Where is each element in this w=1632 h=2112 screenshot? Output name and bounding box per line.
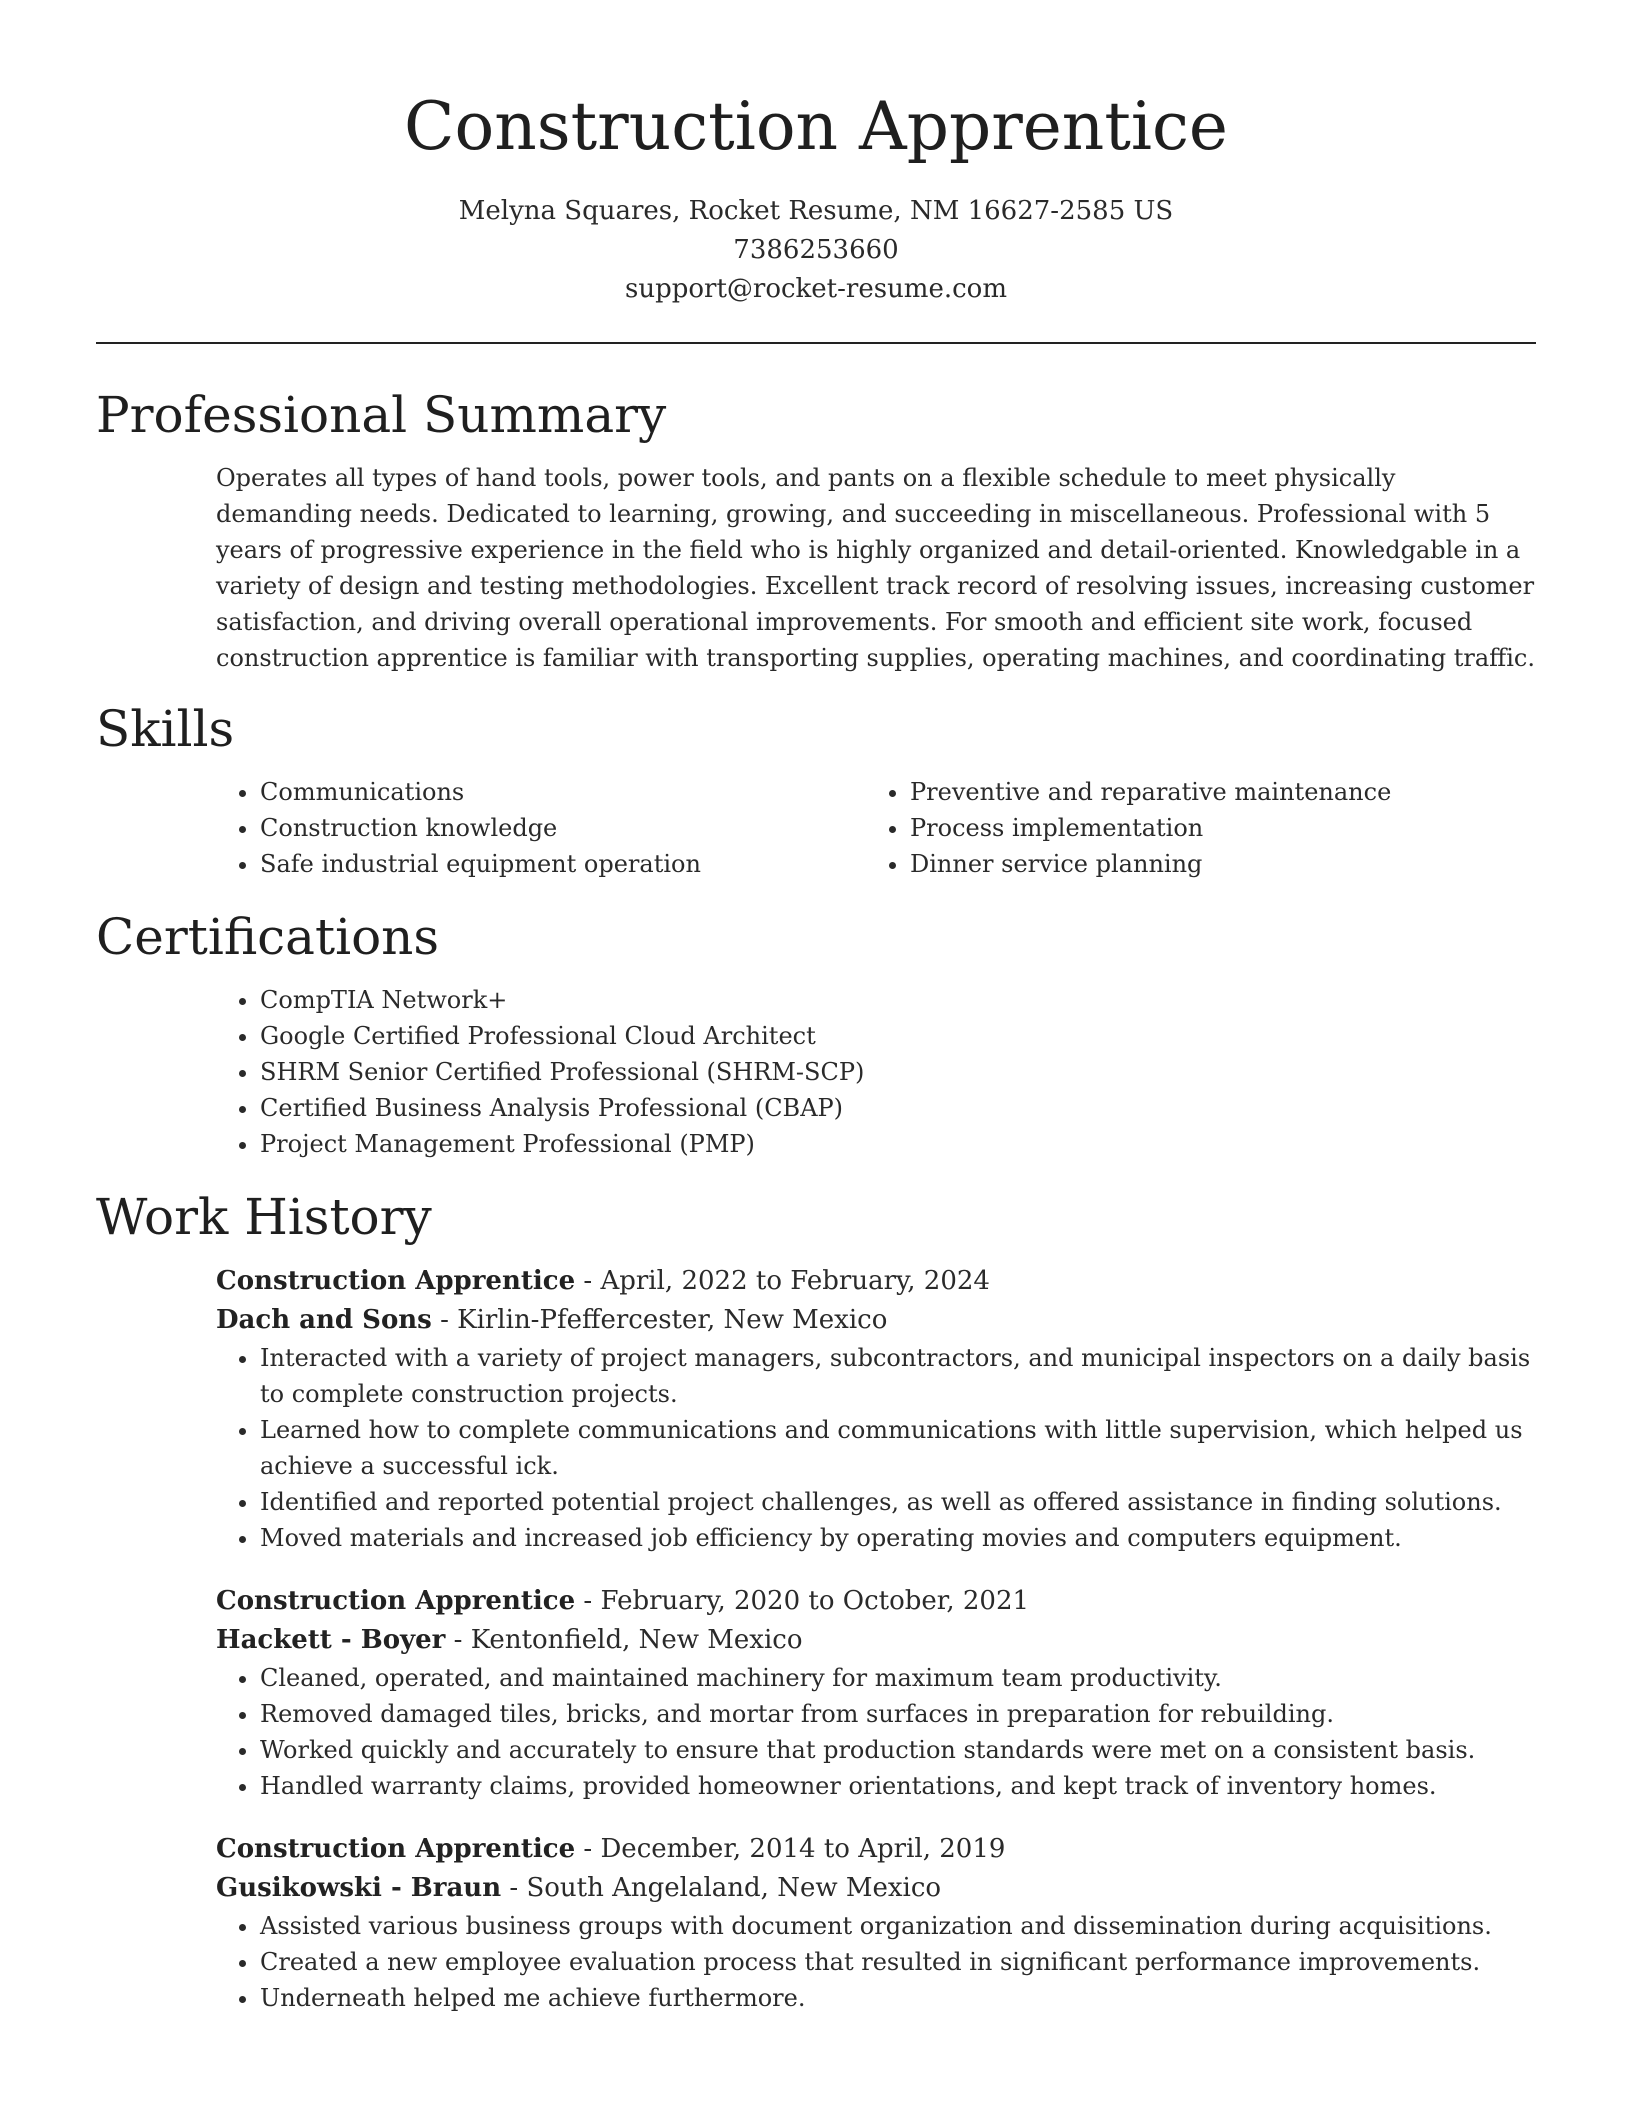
job-dates: - December, 2014 to April, 2019 bbox=[575, 1834, 1006, 1864]
job-entry bbox=[216, 1582, 1536, 1804]
certifications-section bbox=[96, 906, 1536, 1162]
job-bullet: • Handled warranty claims, provided homeowner orientations, and kept track of inventory homes. bbox=[260, 1768, 1536, 1804]
skill-item: • Process implementation bbox=[910, 810, 1516, 846]
certifications-list bbox=[216, 982, 1536, 1162]
job-location: - Kentonfield, New Mexico bbox=[445, 1625, 803, 1655]
certification-item: • CompTIA Network+ bbox=[260, 982, 1536, 1018]
job-bullet: • Removed damaged tiles, bricks, and mortar from surfaces in preparation for rebuilding. bbox=[260, 1696, 1536, 1732]
certification-item: • Project Management Professional (PMP) bbox=[260, 1126, 1536, 1162]
certification-item: • Google Certified Professional Cloud Architect bbox=[260, 1018, 1536, 1054]
job-dates: - February, 2020 to October, 2021 bbox=[575, 1586, 1030, 1616]
job-title: Construction Apprentice bbox=[216, 1834, 576, 1864]
job-company: Dach and Sons bbox=[216, 1305, 432, 1335]
summary-text: Operates all types of hand tools, power tools, and pants on a flexible schedule to meet physically demanding needs. Dedicated to learning, growing, and succeeding in miscellaneous. Professional with 5 years of progressive experience in the field who is highly organized and detail-oriented. Knowledgable in a variety of design and testing methodologies. Excellent track record of resolving issues, increasing customer satisfaction, and driving overall operational improvements. For smooth and efficient site work, focused construction apprentice is familiar with transporting supplies, operating machines, and coordinating traffic. bbox=[216, 464, 1535, 672]
resume-header bbox=[96, 0, 1536, 309]
job-bullet: • Learned how to complete communications and communications with little supervision, which helped us achieve a successful ick. bbox=[260, 1412, 1536, 1484]
contact-block bbox=[96, 192, 1536, 309]
job-company-line bbox=[216, 1301, 1536, 1340]
job-entry bbox=[216, 1830, 1536, 2016]
job-dates: - April, 2022 to February, 2024 bbox=[575, 1266, 990, 1296]
job-company: Gusikowski - Braun bbox=[216, 1873, 502, 1903]
skill-item: • Preventive and reparative maintenance bbox=[910, 774, 1516, 810]
skill-item: • Communications bbox=[260, 774, 866, 810]
skills-heading: Skills bbox=[96, 700, 235, 758]
contact-phone: 7386253660 bbox=[733, 235, 899, 265]
job-bullet: • Moved materials and increased job efficiency by operating movies and computers equipment. bbox=[260, 1520, 1536, 1556]
job-location: - Kirlin-Pfeffercester, New Mexico bbox=[431, 1305, 888, 1335]
job-title: Construction Apprentice bbox=[216, 1586, 576, 1616]
job-company-line bbox=[216, 1621, 1536, 1660]
resume-page bbox=[96, 0, 1536, 2016]
job-bullet: • Assisted various business groups with document organization and dissemination during acquisitions. bbox=[260, 1908, 1536, 1944]
job-bullets bbox=[216, 1660, 1536, 1804]
contact-address: Melyna Squares, Rocket Resume, NM 16627-2585 US bbox=[458, 196, 1174, 226]
job-bullets bbox=[216, 1908, 1536, 2016]
skill-item: • Dinner service planning bbox=[910, 846, 1516, 882]
job-bullet: • Interacted with a variety of project managers, subcontractors, and municipal inspectors on a daily basis to complete construction projects. bbox=[260, 1340, 1536, 1412]
job-title-line bbox=[216, 1262, 1536, 1301]
skills-list-right bbox=[866, 774, 1516, 882]
job-title-line bbox=[216, 1830, 1536, 1869]
certifications-heading: Certifications bbox=[96, 908, 440, 966]
skills-columns bbox=[216, 774, 1536, 882]
certification-item: • Certified Business Analysis Professional (CBAP) bbox=[260, 1090, 1536, 1126]
skills-column-left bbox=[216, 774, 866, 882]
job-bullet: • Underneath helped me achieve furthermore. bbox=[260, 1980, 1536, 2016]
skill-item: • Safe industrial equipment operation bbox=[260, 846, 866, 882]
work-history-section bbox=[96, 1186, 1536, 2016]
work-history-heading: Work History bbox=[96, 1188, 432, 1246]
job-company-line bbox=[216, 1869, 1536, 1908]
job-bullets bbox=[216, 1340, 1536, 1556]
certifications-list-wrap bbox=[216, 982, 1536, 1162]
job-bullet: • Identified and reported potential project challenges, as well as offered assistance in finding solutions. bbox=[260, 1484, 1536, 1520]
resume-title: Construction Apprentice bbox=[404, 88, 1228, 165]
job-company: Hackett - Boyer bbox=[216, 1625, 446, 1655]
contact-email: support@rocket-resume.com bbox=[624, 274, 1007, 304]
skills-list-left bbox=[216, 774, 866, 882]
job-title-line bbox=[216, 1582, 1536, 1621]
skill-item: • Construction knowledge bbox=[260, 810, 866, 846]
job-title: Construction Apprentice bbox=[216, 1266, 576, 1296]
job-bullet: • Cleaned, operated, and maintained machinery for maximum team productivity. bbox=[260, 1660, 1536, 1696]
skills-column-right bbox=[866, 774, 1516, 882]
header-divider bbox=[96, 342, 1536, 344]
job-bullet: • Worked quickly and accurately to ensure that production standards were met on a consistent basis. bbox=[260, 1732, 1536, 1768]
job-location: - South Angelaland, New Mexico bbox=[501, 1873, 942, 1903]
job-bullet: • Created a new employee evaluation process that resulted in significant performance improvements. bbox=[260, 1944, 1536, 1980]
summary-heading: Professional Summary bbox=[96, 386, 667, 444]
summary-section bbox=[96, 384, 1536, 676]
certification-item: • SHRM Senior Certified Professional (SHRM-SCP) bbox=[260, 1054, 1536, 1090]
skills-section bbox=[96, 698, 1536, 882]
job-entry bbox=[216, 1262, 1536, 1556]
